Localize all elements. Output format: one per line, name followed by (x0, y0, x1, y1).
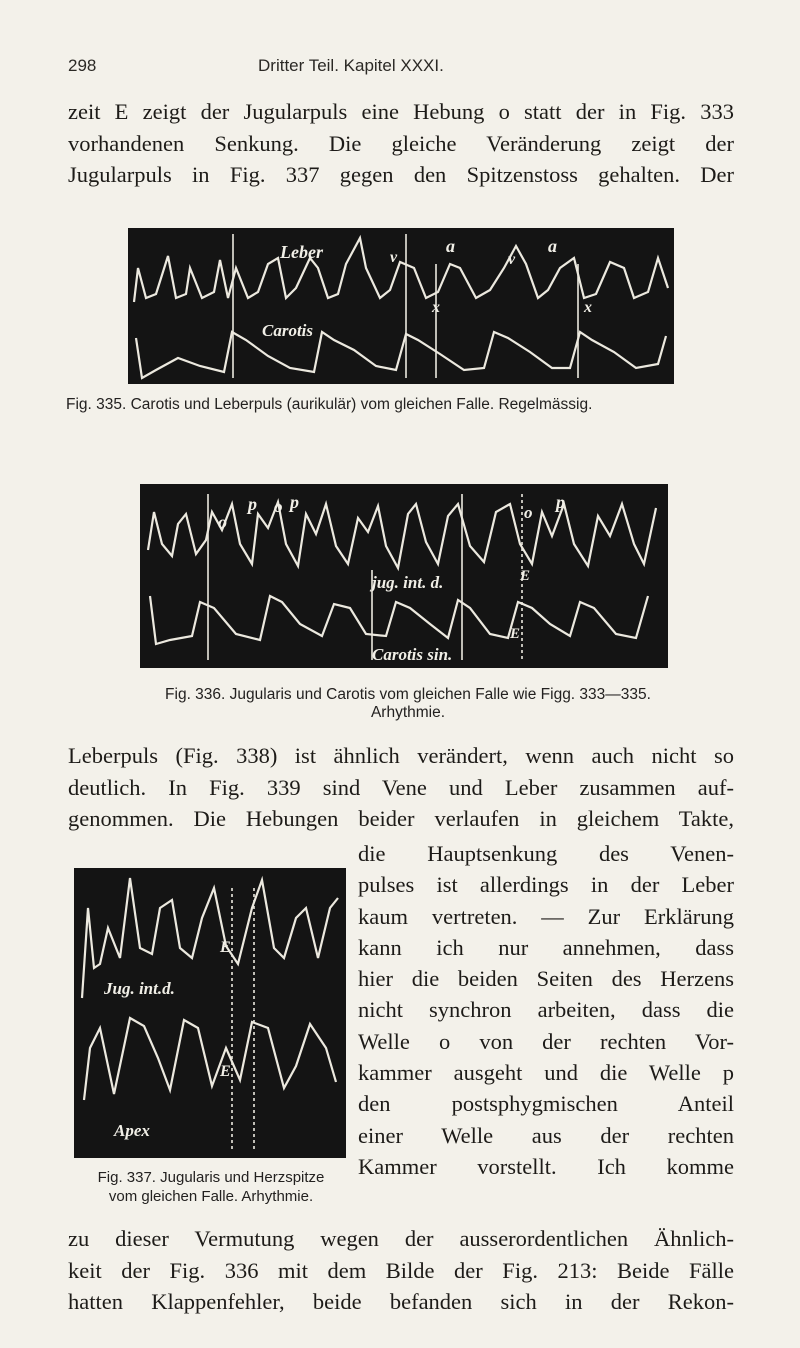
caption-line: Fig. 336. Jugularis und Carotis vom gleichen Falle wie Figg. 333—335. (165, 686, 651, 703)
label-v: v (508, 251, 516, 268)
figure-336 (140, 484, 668, 668)
text-line: hier die beiden Seiten des Herzens (358, 966, 734, 992)
figure-335 (128, 228, 674, 384)
label-o: o (274, 497, 283, 516)
text-line: nicht synchron arbeiten, dass die (358, 997, 734, 1023)
caption-line: Arhythmie. (370, 704, 446, 721)
figure-337-tracing (74, 868, 346, 1158)
running-head: Dritter Teil. Kapitel XXXI. (258, 56, 444, 75)
figure-337 (74, 868, 346, 1158)
paragraph-2 (68, 740, 734, 835)
text-line: kann ich nur annehmen, dass (358, 934, 734, 960)
figure-336-tracing (140, 484, 668, 668)
text-line: zu dieser Vermutung wegen der ausserordentlichen Ähnlich- (68, 1226, 734, 1251)
figure-336-caption (68, 686, 748, 722)
label-x: x (432, 299, 440, 316)
text-line: kammer ausgeht und die Welle p (358, 1060, 734, 1086)
text-line: vorhandenen Senkung. Die gleiche Veränderung zeigt der (68, 130, 734, 156)
text-line: Jugularpuls in Fig. 337 gegen den Spitzenstoss gehalten. Der (68, 162, 734, 187)
label-carotis-sin: Carotis sin. (372, 645, 453, 664)
text-line: Welle o von der rechten Vor- (358, 1028, 734, 1054)
text-line: Kammer vorstellt. Ich komme (358, 1153, 734, 1179)
text-line: den postsphygmischen Anteil (358, 1091, 734, 1117)
caption-line: vom gleichen Falle. Arhythmie. (108, 1188, 314, 1205)
figure-335-tracing (128, 228, 674, 384)
label-x: x (584, 299, 592, 316)
text-line: Leberpuls (Fig. 338) ist ähnlich verändert, wenn auch nicht so (68, 743, 734, 768)
text-line: kaum vertreten. — Zur Erklärung (358, 903, 734, 929)
figure-337-caption (66, 1168, 356, 1206)
label-e: E (220, 939, 231, 956)
wrapped-text-column (358, 838, 734, 1182)
label-carotis: Carotis (262, 321, 314, 340)
page-number: 298 (68, 56, 97, 75)
label-e: E (520, 568, 531, 584)
text-line: die Hauptsenkung des Venen- (358, 841, 734, 866)
label-a: a (446, 236, 455, 256)
caption-line: Fig. 337. Jugularis und Herzspitze (97, 1169, 325, 1186)
text-line: keit der Fig. 336 mit dem Bilde der Fig. 213: Beide Fälle (68, 1257, 734, 1283)
paragraph-3 (68, 1223, 734, 1318)
text-line: einer Welle aus der rechten (358, 1122, 734, 1148)
text-line: hatten Klappenfehler, beide befanden sich in der Rekon- (68, 1289, 734, 1314)
label-p: p (290, 492, 299, 512)
label-e: E (510, 626, 521, 642)
text-line: pulses ist allerdings in der Leber (358, 872, 734, 898)
label-o: o (218, 512, 227, 532)
paragraph-1 (68, 96, 734, 191)
text-line: zeit E zeigt der Jugularpuls eine Hebung o statt der in Fig. 333 (68, 99, 734, 124)
figure-335-caption: Fig. 335. Carotis und Leberpuls (aurikulär) vom gleichen Falle. Regelmässig. (66, 396, 593, 413)
label-o: o (524, 503, 533, 522)
label-p: p (556, 492, 565, 512)
label-a: a (548, 236, 557, 256)
page-header (68, 56, 732, 84)
label-v: v (390, 249, 398, 266)
label-jug-int: jug. int. d. (372, 573, 444, 592)
label-e: E (220, 1063, 231, 1080)
label-p: p (248, 494, 257, 514)
label-jug-int: Jug. int.d. (104, 979, 175, 998)
text-line: genommen. Die Hebungen beider verlaufen in gleichem Takte, (68, 806, 734, 831)
text-line: deutlich. In Fig. 339 sind Vene und Leber zusammen auf- (68, 774, 734, 800)
label-leber: Leber (280, 242, 323, 262)
label-apex: Apex (114, 1121, 150, 1140)
